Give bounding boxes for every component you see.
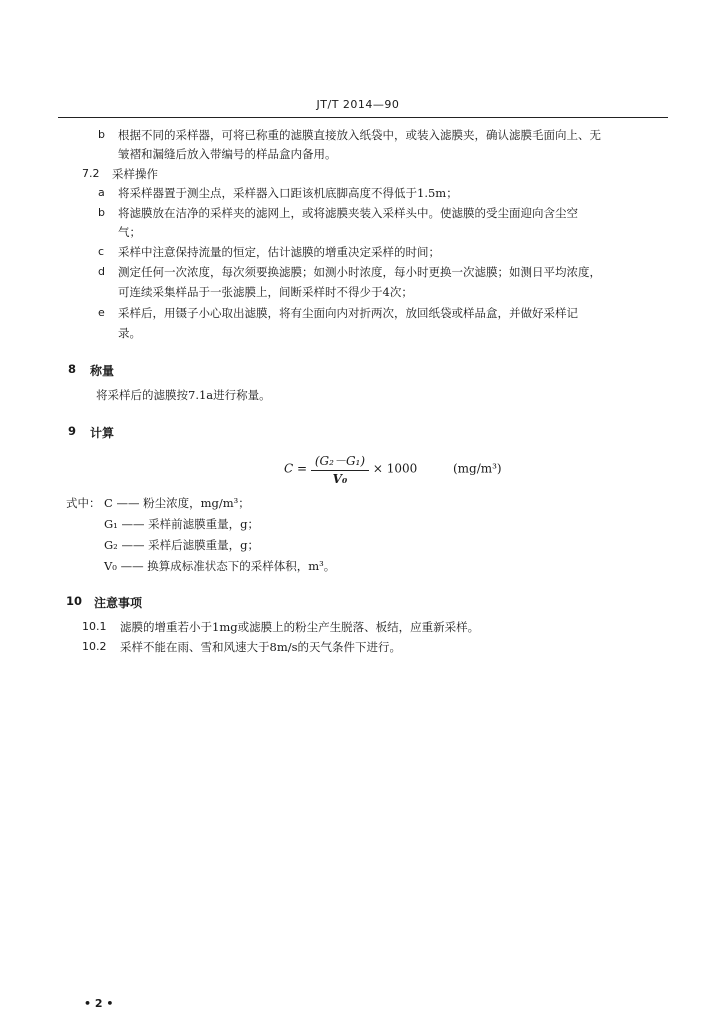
item-b2-line2: 气；	[118, 225, 141, 239]
note-10-2-text: 采样不能在雨、雪和风速大于8m/s的天气条件下进行。	[120, 640, 401, 654]
section-7-2-number: 7.2	[82, 167, 100, 180]
section-8-title: 称量	[90, 364, 115, 378]
where-label: 式中：	[66, 496, 101, 510]
item-e-label: e	[98, 306, 105, 319]
formula-numerator: (G₂－G₁)	[311, 452, 369, 471]
section-9-number: 9	[68, 424, 77, 438]
section-8-number: 8	[68, 362, 77, 376]
formula-multiplier: × 1000	[372, 461, 418, 476]
definition-g2: G₂ —— 采样后滤膜重量，g；	[104, 538, 259, 552]
item-d-line1: 测定任何一次浓度，每次须要换滤膜；如测小时浓度，每小时更换一次滤膜；如测日平均浓度，	[118, 265, 601, 279]
item-b2-line1: 将滤膜放在洁净的采样夹的滤网上，或将滤膜夹装入采样头中。使滤膜的受尘面迎向含尘空	[118, 206, 578, 220]
formula-unit: (mg/m³)	[452, 461, 502, 476]
item-a-text: 将采样器置于测尘点，采样器入口距该机底脚高度不得低于1.5m；	[118, 186, 458, 200]
item-b2-label: b	[98, 206, 105, 219]
note-10-2-number: 10.2	[82, 640, 107, 653]
item-b-line2: 皱褶和漏缝后放入带编号的样品盒内备用。	[118, 147, 337, 161]
note-10-1-number: 10.1	[82, 620, 107, 633]
item-c-text: 采样中注意保持流量的恒定，估计滤膜的增重决定采样的时间；	[118, 245, 440, 259]
doc-header: JT/T 2014—90	[316, 98, 400, 111]
item-e-line2: 录。	[118, 326, 141, 340]
section-8-text: 将采样后的滤膜按7.1a进行称量。	[96, 388, 271, 402]
formula-lhs: C =	[284, 461, 311, 476]
formula-denominator: V₀	[332, 472, 348, 486]
item-b-label: b	[98, 128, 105, 141]
item-e-line1: 采样后，用镊子小心取出滤膜，将有尘面向内对折两次，放回纸袋或样品盒，并做好采样记	[118, 306, 578, 320]
formula-fraction	[311, 452, 369, 486]
page-number: • 2 •	[84, 997, 114, 1010]
definition-v0: V₀ —— 换算成标准状态下的采样体积，m³。	[104, 559, 336, 573]
definition-g1: G₁ —— 采样前滤膜重量，g；	[104, 517, 259, 531]
section-10-title: 注意事项	[94, 596, 143, 610]
note-10-1-text: 滤膜的增重若小于1mg或滤膜上的粉尘产生脱落、板结，应重新采样。	[120, 620, 480, 634]
section-7-2-title: 采样操作	[112, 167, 158, 181]
item-d-label: d	[98, 265, 105, 278]
header-rule	[58, 117, 668, 118]
section-9-title: 计算	[90, 426, 115, 440]
definition-c: C —— 粉尘浓度，mg/m³；	[104, 496, 250, 510]
item-a-label: a	[98, 186, 105, 199]
concentration-formula	[284, 452, 502, 486]
item-b-line1: 根据不同的采样器，可将已称重的滤膜直接放入纸袋中，或装入滤膜夹，确认滤膜毛面向上、无	[118, 128, 601, 142]
item-d-line2: 可连续采集样品于一张滤膜上，间断采样时不得少于4次；	[118, 285, 413, 299]
section-10-number: 10	[66, 594, 83, 608]
item-c-label: c	[98, 245, 105, 258]
